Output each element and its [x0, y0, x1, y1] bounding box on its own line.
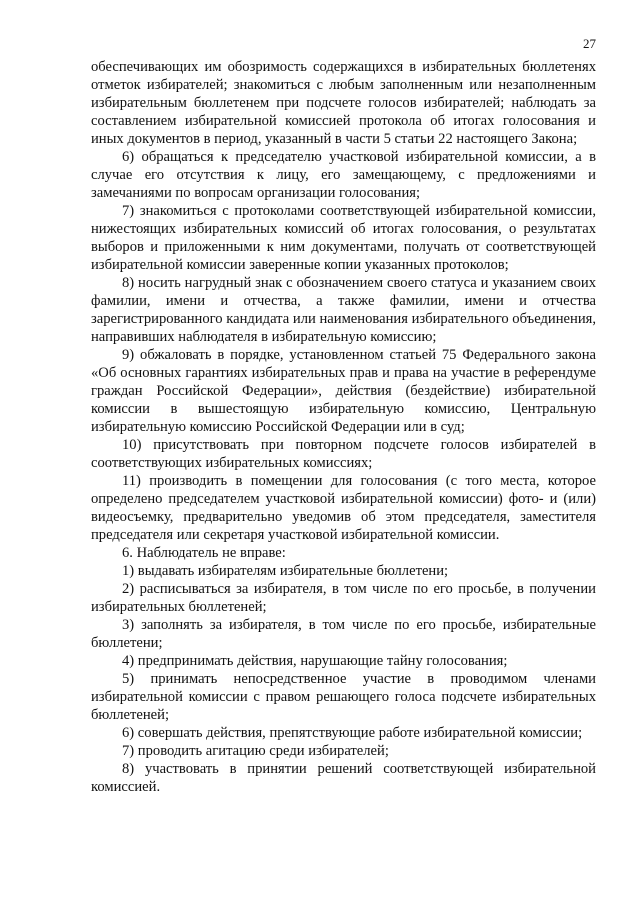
prohibition-item-7: 7) проводить агитацию среди избирателей;: [122, 743, 389, 759]
paragraph-item-8: 8) носить нагрудный знак с обозначением своего статуса и указанием своих фамилии, имени и отчества, а также фамилии, имени и отчества зарегистрированного кандидата или наименования избирательного объединения, направивших наблюдателя в избирательную комиссию;: [91, 275, 596, 345]
prohibition-item-2: 2) расписываться за избирателя, в том числе по его просьбе, в получении избирательных бюллетеней;: [91, 581, 596, 615]
prohibition-item-8: 8) участвовать в принятии решений соответствующей избирательной комиссией.: [91, 761, 596, 795]
paragraph-item-10: 10) присутствовать при повторном подсчете голосов избирателей в соответствующих избирательных комиссиях;: [91, 437, 596, 471]
paragraph-item-9: 9) обжаловать в порядке, установленном статьей 75 Федерального закона «Об основных гарантиях избирательных прав и права на участие в референдуме граждан Российской Федерации», действия (бездействие) избирательной комиссии в вышестоящую избирательную комиссию, Центральную избирательную комиссию Российской Федерации или в суд;: [91, 347, 596, 435]
prohibition-item-1: 1) выдавать избирателям избирательные бюллетени;: [122, 563, 449, 579]
paragraph-item-11: 11) производить в помещении для голосования (с того места, которое определено председателем участковой избирательной комиссии) фото- и (или) видеосъемку, предварительно уведомив об этом председателя, заместителя председателя или секретаря участковой избирательной комиссии.: [91, 473, 596, 543]
prohibition-item-3: 3) заполнять за избирателя, в том числе по его просьбе, избирательные бюллетени;: [91, 617, 596, 651]
section-heading-6: 6. Наблюдатель не вправе:: [122, 545, 286, 561]
prohibition-item-6: 6) совершать действия, препятствующие работе избирательной комиссии;: [122, 725, 583, 741]
document-body: [91, 58, 596, 796]
paragraph-item-7: 7) знакомиться с протоколами соответствующей избирательной комиссии, нижестоящих избирательных комиссий об итогах голосования, о результатах выборов и приложенными к ним документами, получать от соответствующей избирательной комиссии заверенные копии указанных протоколов;: [91, 203, 596, 273]
paragraph-continuation: обеспечивающих им обозримость содержащихся в избирательных бюллетенях отметок избирателей; знакомиться с любым заполненным или незаполненным избирательным бюллетенем при подсчете голосов избирателей; наблюдать за составлением избирательной комиссией протокола об итогах голосования и иных документов в период, указанный в части 5 статьи 22 настоящего Закона;: [91, 59, 596, 147]
page-number: 27: [583, 36, 596, 51]
prohibition-item-5: 5) принимать непосредственное участие в проводимом членами избирательной комиссии с правом решающего голоса подсчете избирательных бюллетеней;: [91, 671, 596, 723]
paragraph-item-6: 6) обращаться к председателю участковой избирательной комиссии, а в случае его отсутствия к лицу, его замещающему, с предложениями и замечаниями по вопросам организации голосования;: [91, 149, 596, 201]
prohibition-item-4: 4) предпринимать действия, нарушающие тайну голосования;: [122, 653, 508, 669]
